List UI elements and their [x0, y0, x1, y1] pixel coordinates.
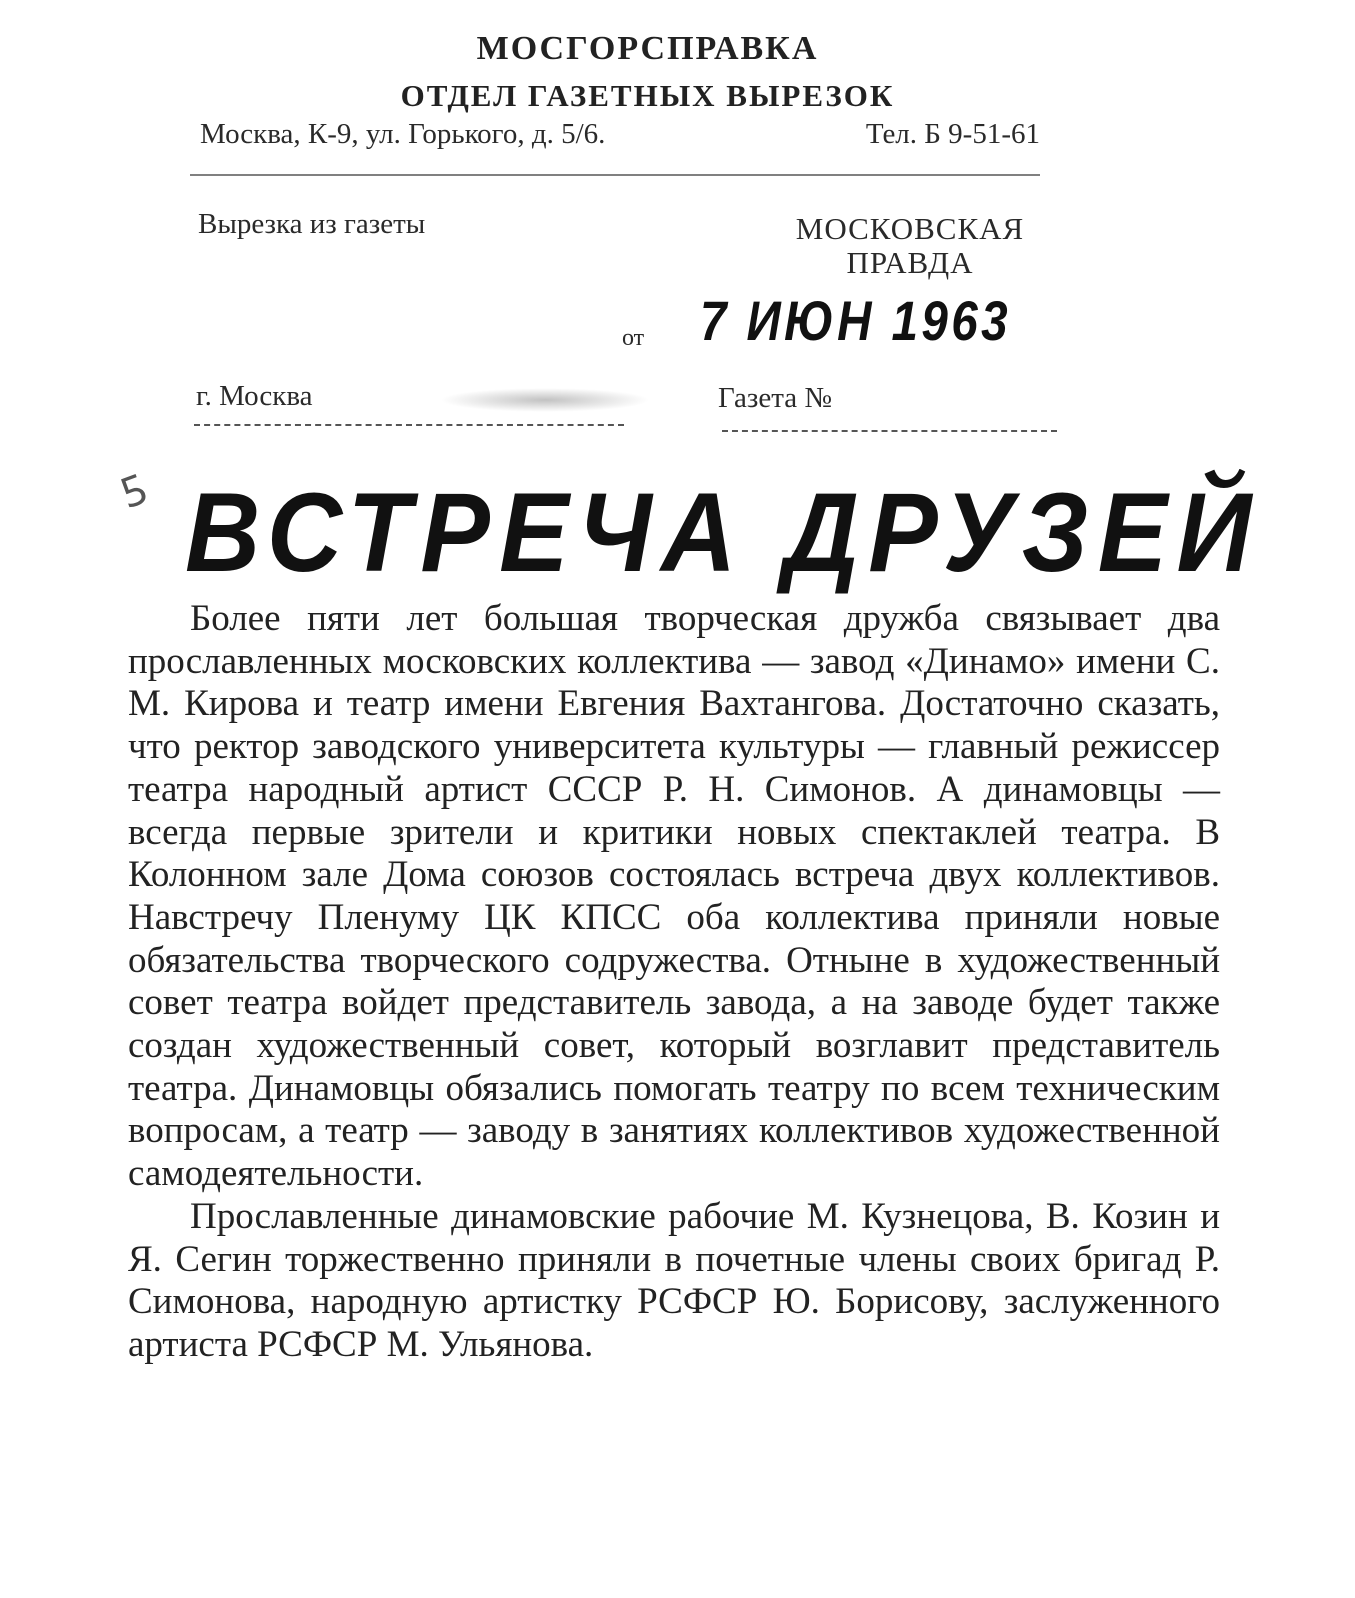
from-label: от	[622, 325, 645, 351]
issue-label: Газета №	[718, 382, 833, 414]
department-name: ОТДЕЛ ГАЗЕТНЫХ ВЫРЕЗОК	[400, 78, 895, 113]
article-title: ВСТРЕЧА ДРУЗЕЙ	[185, 470, 1261, 595]
newspaper-name: МОСКОВСКАЯ ПРАВДА	[795, 211, 1025, 280]
issue-underline	[722, 430, 1057, 432]
date-stamp: 7 ИЮН 1963	[700, 289, 1012, 352]
city-label: г. Москва	[196, 380, 313, 412]
ink-smudge	[440, 388, 650, 412]
clip-label: Вырезка из газеты	[198, 208, 426, 240]
address: Москва, К-9, ул. Горького, д. 5/6.	[200, 118, 606, 150]
address-line	[200, 118, 1040, 151]
city-underline	[194, 424, 624, 426]
article-paragraph: Прославленные динамовские рабочие М. Кузнецова, В. Козин и Я. Сегин торжественно приняли в почетные члены своих бригад Р. Симонова, народную артистку РСФСР Ю. Борисову, заслуженного артиста РСФСР М. Ульянова.	[128, 1195, 1220, 1365]
pencil-mark-icon: ƽ	[112, 459, 151, 511]
org-name: МОСГОРСПРАВКА	[476, 30, 819, 67]
article-body	[128, 598, 1220, 1367]
phone: Тел. Б 9-51-61	[865, 118, 1040, 150]
article-paragraph: Более пяти лет большая творческая дружба связывает два прославленных московских коллектива — завод «Динамо» имени С. М. Кирова и театр имени Евгения Вахтангова. Достаточно сказать, что ректор заводского университета культуры — главный режиссер театра народный артист СССР Р. Н. Симонов. А динамовцы — всегда первые зрители и критики новых спектаклей театра. В Колонном зале Дома союзов состоялась встреча двух коллективов. Навстречу Пленуму ЦК КПСС оба коллектива приняли новые обязательства творческого содружества. Отныне в художественный совет театра войдет представитель завода, а на заводе будет также создан художественный совет, который возглавит представитель театра. Динамовцы обязались помогать театру по всем техническим вопросам, а театр — заводу в занятиях коллективов художественной самодеятельности.	[128, 598, 1220, 1195]
header-divider	[190, 174, 1040, 176]
